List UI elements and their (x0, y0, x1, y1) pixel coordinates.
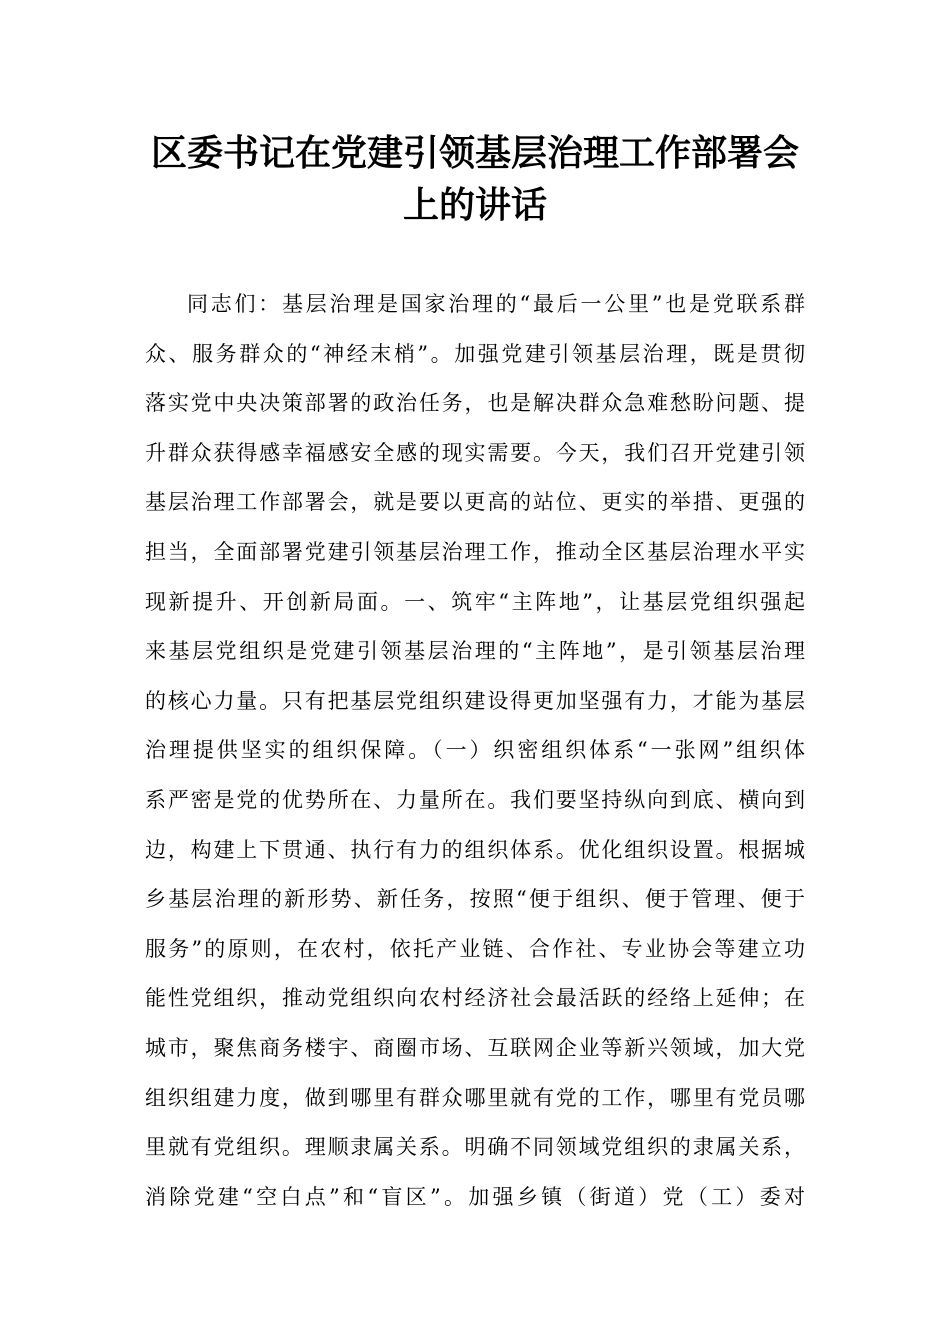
body-line: 组织组建力度，做到哪里有群众哪里就有党的工作，哪里有党员哪 (145, 1085, 805, 1110)
body-line: 同志们：基层治理是国家治理的“最后一公里”也是党联系群 (187, 292, 805, 316)
body-line: 里就有党组织。理顺隶属关系。明确不同领域党组织的隶属关系， (145, 1135, 805, 1160)
title-line-1: 区委书记在党建引领基层治理工作部署会 (150, 133, 799, 174)
body-line: 众、服务群众的“神经末梢”。加强党建引领基层治理，既是贯彻 (145, 341, 805, 366)
body-line: 来基层党组织是党建引领基层治理的“主阵地”，是引领基层治理 (145, 639, 805, 664)
document-title (145, 128, 805, 232)
body-line: 消除党建“空白点”和“盲区”。加强乡镇（街道）党（工）委对 (145, 1184, 805, 1209)
body-line: 治理提供坚实的组织保障。（一）织密组织体系“一张网”组织体 (145, 738, 805, 763)
document-body (145, 280, 805, 1222)
body-line: 升群众获得感幸福感安全感的现实需要。今天，我们召开党建引领 (145, 440, 805, 465)
body-line: 服务”的原则，在农村，依托产业链、合作社、专业协会等建立功 (145, 936, 805, 961)
body-line: 基层治理工作部署会，就是要以更高的站位、更实的举措、更强的 (145, 490, 805, 515)
body-line: 系严密是党的优势所在、力量所在。我们要坚持纵向到底、横向到 (145, 787, 805, 812)
title-line-2: 上的讲话 (402, 185, 547, 226)
body-line: 边，构建上下贯通、执行有力的组织体系。优化组织设置。根据城 (145, 837, 805, 862)
body-line: 能性党组织，推动党组织向农村经济社会最活跃的经络上延伸；在 (145, 986, 805, 1011)
body-line: 落实党中央决策部署的政治任务，也是解决群众急难愁盼问题、提 (145, 391, 805, 416)
body-line: 城市，聚焦商务楼宇、商圈市场、互联网企业等新兴领域，加大党 (145, 1035, 805, 1060)
body-line: 现新提升、开创新局面。一、筑牢“主阵地”，让基层党组织强起 (145, 589, 805, 614)
body-line: 担当，全面部署党建引领基层治理工作，推动全区基层治理水平实 (145, 539, 805, 564)
body-line: 乡基层治理的新形势、新任务，按照“便于组织、便于管理、便于 (145, 887, 805, 912)
body-line: 的核心力量。只有把基层党组织建设得更加坚强有力，才能为基层 (145, 688, 805, 713)
